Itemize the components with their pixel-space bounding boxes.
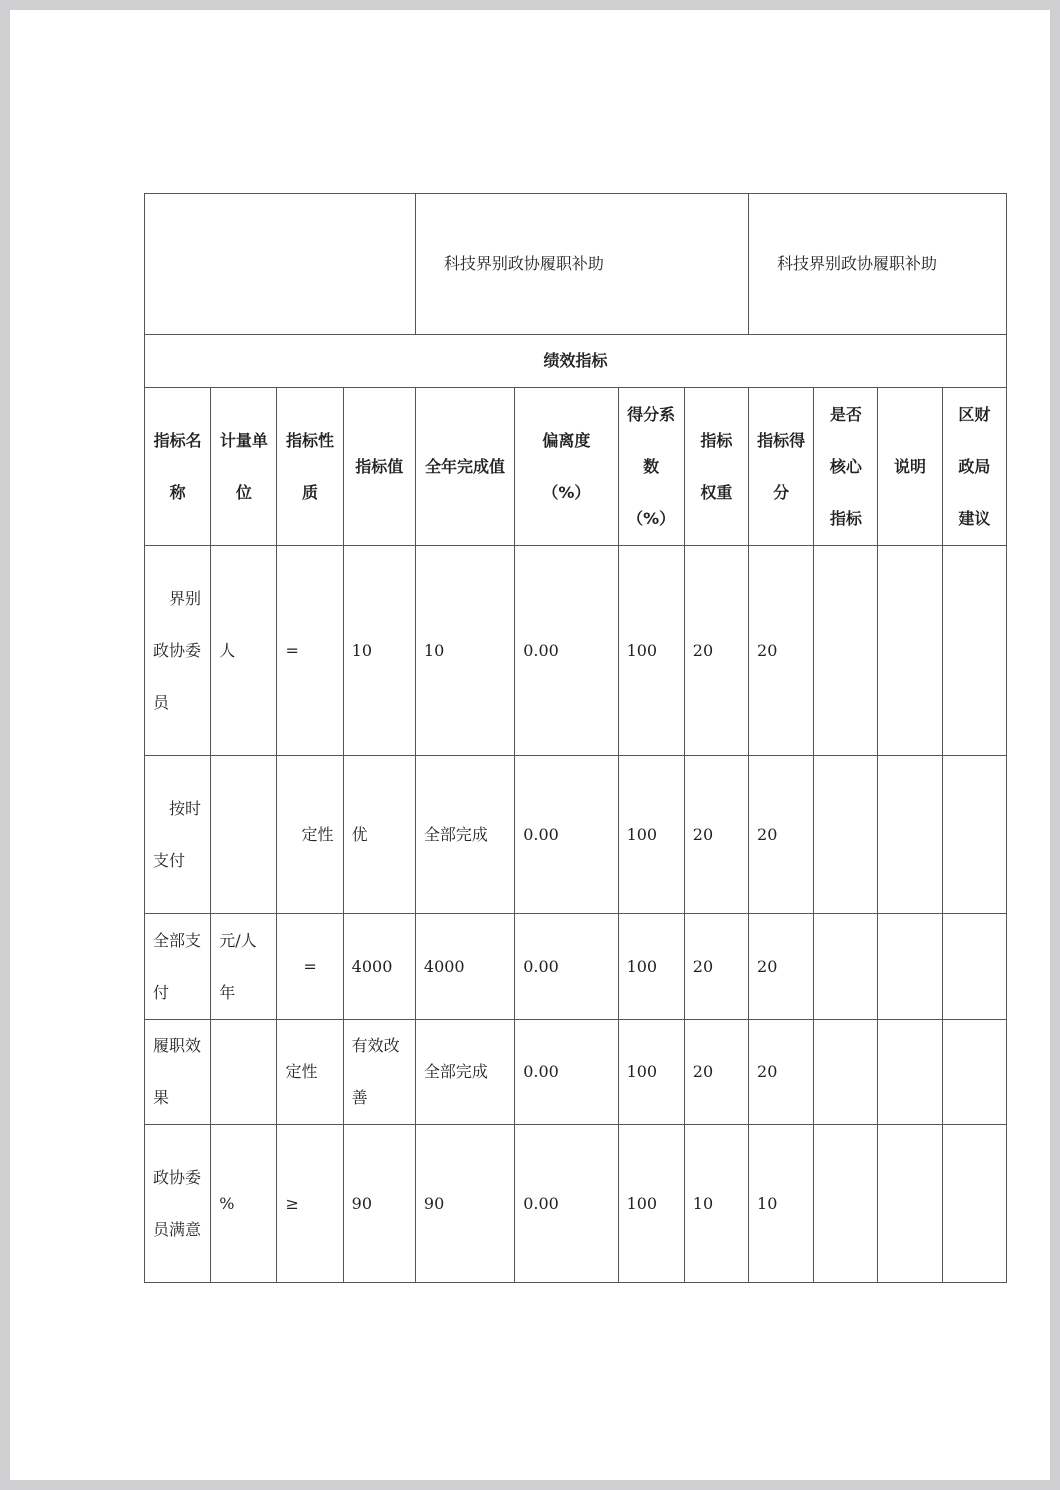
table-row xyxy=(145,1125,1007,1283)
row-advice xyxy=(942,1125,1006,1283)
project-name-row xyxy=(145,194,1007,335)
table-row xyxy=(145,914,1007,1020)
row-weight: 20 xyxy=(684,756,748,914)
row-coef: 100 xyxy=(618,1125,684,1283)
header-weight: 指标权重 xyxy=(684,388,748,546)
row-note xyxy=(878,1125,942,1283)
row-deviation: 0.00 xyxy=(515,756,618,914)
row-actual: 90 xyxy=(415,1125,514,1283)
row-core xyxy=(814,756,878,914)
row-core xyxy=(814,1020,878,1125)
header-value: 指标值 xyxy=(343,388,415,546)
section-title: 绩效指标 xyxy=(145,335,1007,388)
row-score: 20 xyxy=(749,1020,814,1125)
row-advice xyxy=(942,914,1006,1020)
project-name-cell-2: 科技界别政协履职补助 xyxy=(749,194,1007,335)
row-core xyxy=(814,1125,878,1283)
row-value: 优 xyxy=(343,756,415,914)
section-title-row xyxy=(145,335,1007,388)
row-advice xyxy=(942,756,1006,914)
header-coef: 得分系数（%） xyxy=(618,388,684,546)
header-unit: 计量单位 xyxy=(211,388,277,546)
row-unit xyxy=(211,756,277,914)
row-deviation: 0.00 xyxy=(515,1020,618,1125)
row-deviation: 0.00 xyxy=(515,1125,618,1283)
header-note: 说明 xyxy=(878,388,942,546)
row-actual: 4000 xyxy=(415,914,514,1020)
header-score: 指标得分 xyxy=(749,388,814,546)
project-name-cell: 科技界别政协履职补助 xyxy=(415,194,748,335)
row-nature: 定性 xyxy=(277,1020,343,1125)
table-row xyxy=(145,756,1007,914)
row-name: 按时支付 xyxy=(145,756,211,914)
table-row xyxy=(145,546,1007,756)
row-score: 10 xyxy=(749,1125,814,1283)
row-note xyxy=(878,1020,942,1125)
row-name: 履职效果 xyxy=(145,1020,211,1125)
row-value: 10 xyxy=(343,546,415,756)
document-page xyxy=(10,10,1050,1480)
row-unit: % xyxy=(211,1125,277,1283)
row-score: 20 xyxy=(749,756,814,914)
row-value: 90 xyxy=(343,1125,415,1283)
row-actual: 全部完成 xyxy=(415,1020,514,1125)
row-nature: = xyxy=(277,546,343,756)
row-note xyxy=(878,756,942,914)
row-deviation: 0.00 xyxy=(515,546,618,756)
header-advice: 区财政局建议 xyxy=(942,388,1006,546)
row-name: 界别政协委员 xyxy=(145,546,211,756)
row-coef: 100 xyxy=(618,1020,684,1125)
row-core xyxy=(814,914,878,1020)
row-name: 政协委员满意 xyxy=(145,1125,211,1283)
row-core xyxy=(814,546,878,756)
row-actual: 全部完成 xyxy=(415,756,514,914)
row-nature: = xyxy=(277,914,343,1020)
header-core: 是否核心指标 xyxy=(814,388,878,546)
row-unit: 人 xyxy=(211,546,277,756)
row-nature: ≥ xyxy=(277,1125,343,1283)
header-nature: 指标性质 xyxy=(277,388,343,546)
header-deviation: 偏离度（%） xyxy=(515,388,618,546)
row-unit: 元/人年 xyxy=(211,914,277,1020)
row-note xyxy=(878,914,942,1020)
table-row xyxy=(145,1020,1007,1125)
row-note xyxy=(878,546,942,756)
row-deviation: 0.00 xyxy=(515,914,618,1020)
row-coef: 100 xyxy=(618,756,684,914)
row-weight: 20 xyxy=(684,914,748,1020)
row-nature: 定性 xyxy=(277,756,343,914)
row-weight: 20 xyxy=(684,546,748,756)
row-unit xyxy=(211,1020,277,1125)
row-value: 有效改善 xyxy=(343,1020,415,1125)
row-advice xyxy=(942,1020,1006,1125)
row-score: 20 xyxy=(749,914,814,1020)
performance-table xyxy=(144,193,1007,1283)
header-name: 指标名称 xyxy=(145,388,211,546)
row-name: 全部支付 xyxy=(145,914,211,1020)
row-coef: 100 xyxy=(618,546,684,756)
row-weight: 10 xyxy=(684,1125,748,1283)
row-coef: 100 xyxy=(618,914,684,1020)
row-advice xyxy=(942,546,1006,756)
row-weight: 20 xyxy=(684,1020,748,1125)
row-score: 20 xyxy=(749,546,814,756)
header-actual: 全年完成值 xyxy=(415,388,514,546)
row-actual: 10 xyxy=(415,546,514,756)
row-value: 4000 xyxy=(343,914,415,1020)
project-label-cell xyxy=(145,194,416,335)
header-row xyxy=(145,388,1007,546)
